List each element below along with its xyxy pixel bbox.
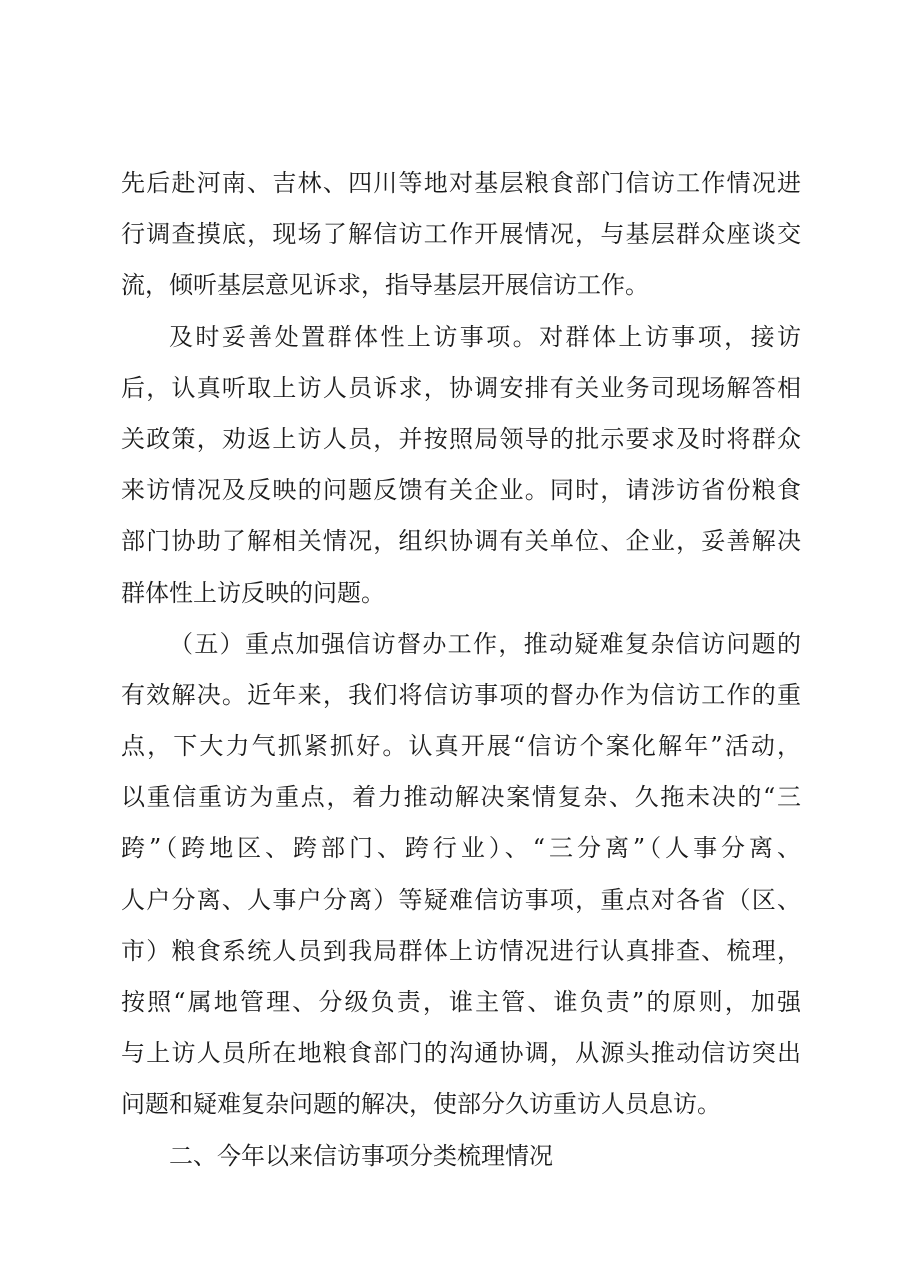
text-line: 流，倾听基层意见诉求，指导基层开展信访工作。	[121, 271, 649, 300]
text-line: 关政策，劝返上访人员，并按照局领导的批示要求及时将群众	[121, 424, 801, 453]
document-body	[121, 158, 801, 1182]
paragraph	[121, 312, 801, 619]
text-line: 跨”（跨地区、跨部门、跨行业）、“三分离”（人事分离、	[121, 834, 801, 863]
text-line: 来访情况及反映的问题反馈有关企业。同时，请涉访省份粮食	[121, 476, 801, 505]
text-line: 群体性上访反映的问题。	[121, 578, 385, 607]
heading-text: 二、今年以来信访事项分类梳理情况	[169, 1141, 553, 1170]
text-line: 以重信重访为重点，着力推动解决案情复杂、久拖未决的“三	[121, 783, 801, 812]
text-line: 先后赴河南、吉林、四川等地对基层粮食部门信访工作情况进	[121, 169, 801, 197]
text-line: 行调查摸底，现场了解信访工作开展情况，与基层群众座谈交	[121, 220, 801, 249]
text-line: 及时妥善处置群体性上访事项。对群体上访事项，接访	[169, 322, 801, 351]
text-line: 部门协助了解相关情况，组织协调有关单位、企业，妥善解决	[121, 527, 801, 556]
text-line: （五）重点加强信访督办工作，推动疑难复杂信访问题的	[169, 629, 801, 658]
text-line: 有效解决。近年来，我们将信访事项的督办作为信访工作的重	[121, 680, 801, 709]
text-line: 按照“属地管理、分级负责，谁主管、谁负责”的原则，加强	[121, 988, 801, 1016]
text-line: 问题和疑难复杂问题的解决，使部分久访重访人员息访。	[121, 1090, 721, 1119]
text-line: 后，认真听取上访人员诉求，协调安排有关业务司现场解答相	[121, 373, 801, 402]
text-line: 与上访人员所在地粮食部门的沟通协调，从源头推动信访突出	[121, 1039, 801, 1068]
paragraph	[121, 619, 801, 1131]
paragraph	[121, 158, 801, 312]
text-line: 点，下大力气抓紧抓好。认真开展“信访个案化解年”活动，	[121, 732, 801, 761]
text-line: 人户分离、人事户分离）等疑难信访事项，重点对各省（区、	[121, 885, 801, 914]
text-line: 市）粮食系统人员到我局群体上访情况进行认真排查、梳理，	[121, 936, 801, 965]
section-heading	[121, 1131, 801, 1182]
